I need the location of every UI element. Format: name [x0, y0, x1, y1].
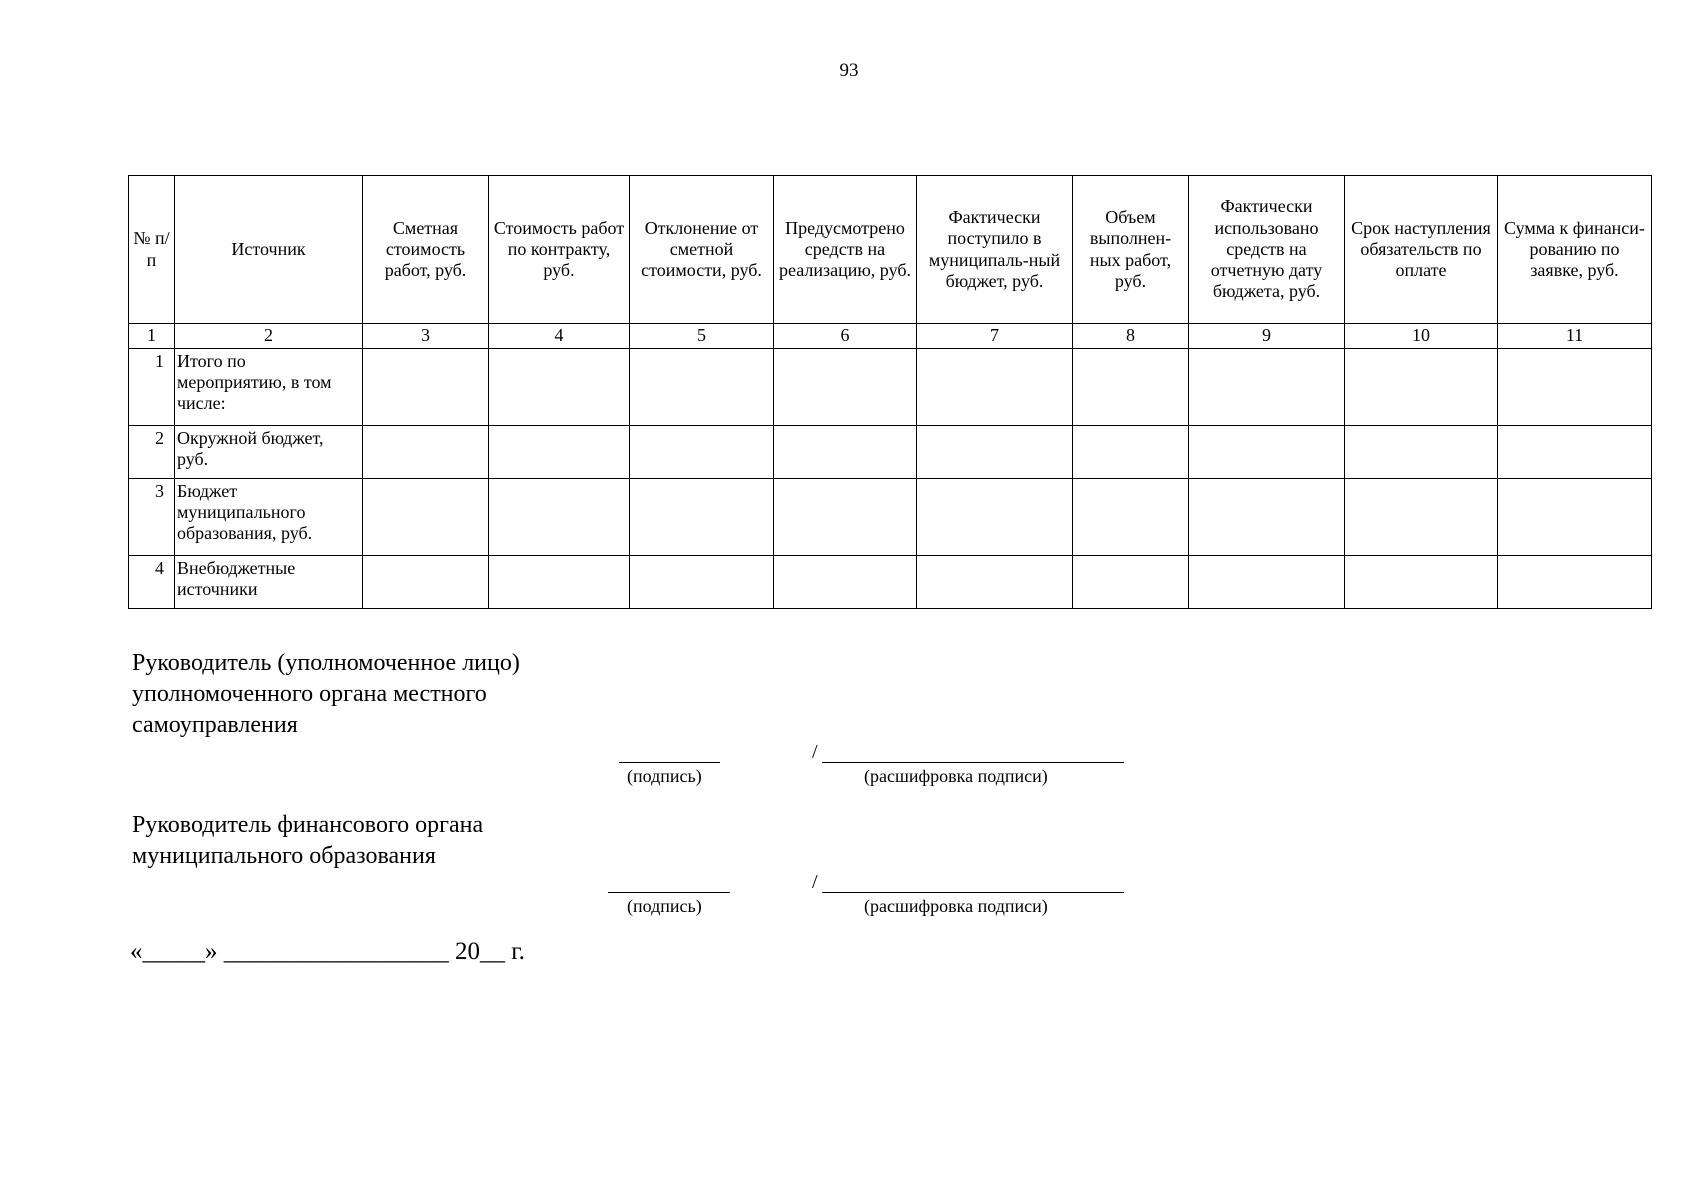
- column-number: 8: [1073, 324, 1189, 349]
- column-number: 2: [175, 324, 363, 349]
- table-row: [129, 556, 1652, 609]
- row-number: 3: [129, 479, 175, 556]
- empty-cell: [1189, 426, 1345, 479]
- empty-cell: [363, 479, 489, 556]
- empty-cell: [1189, 479, 1345, 556]
- column-header: № п/п: [129, 176, 175, 324]
- column-number: 7: [917, 324, 1073, 349]
- financing-report-table: [128, 175, 1652, 609]
- row-number: 4: [129, 556, 175, 609]
- decoding-caption-1: (расшифровка подписи): [864, 766, 1048, 786]
- row-source: Окружной бюджет, руб.: [175, 426, 363, 479]
- empty-cell: [1498, 349, 1652, 426]
- empty-cell: [630, 479, 774, 556]
- column-header: Фактически использовано средств на отчетную дату бюджета, руб.: [1189, 176, 1345, 324]
- empty-cell: [630, 349, 774, 426]
- empty-cell: [489, 479, 630, 556]
- empty-cell: [774, 479, 917, 556]
- empty-cell: [917, 426, 1073, 479]
- column-number: 1: [129, 324, 175, 349]
- date-line: «_____» __________________ 20__ г.: [130, 938, 525, 965]
- column-header: Источник: [175, 176, 363, 324]
- row-source: Итого по мероприятию, в том числе:: [175, 349, 363, 426]
- row-source: Бюджет муниципального образования, руб.: [175, 479, 363, 556]
- column-number: 9: [1189, 324, 1345, 349]
- column-header: Предусмотрено средств на реализацию, руб.: [774, 176, 917, 324]
- empty-cell: [1345, 426, 1498, 479]
- table-row: [129, 426, 1652, 479]
- column-number: 4: [489, 324, 630, 349]
- row-number: 2: [129, 426, 175, 479]
- empty-cell: [917, 556, 1073, 609]
- slash-2: /: [812, 871, 818, 893]
- signature-line-2: [608, 892, 730, 893]
- column-number: 11: [1498, 324, 1652, 349]
- empty-cell: [630, 556, 774, 609]
- decoding-line-2: [822, 892, 1124, 893]
- empty-cell: [1498, 556, 1652, 609]
- empty-cell: [363, 426, 489, 479]
- row-number: 1: [129, 349, 175, 426]
- column-number: 10: [1345, 324, 1498, 349]
- page-number: 93: [839, 60, 859, 81]
- empty-cell: [630, 426, 774, 479]
- empty-cell: [489, 556, 630, 609]
- empty-cell: [1189, 349, 1345, 426]
- empty-cell: [1189, 556, 1345, 609]
- column-header: Стоимость работ по контракту, руб.: [489, 176, 630, 324]
- slash-1: /: [812, 741, 818, 763]
- empty-cell: [1073, 349, 1189, 426]
- empty-cell: [1073, 479, 1189, 556]
- signature-caption-2: (подпись): [627, 896, 702, 916]
- column-number: 5: [630, 324, 774, 349]
- empty-cell: [489, 349, 630, 426]
- empty-cell: [363, 556, 489, 609]
- column-number-row: [129, 324, 1652, 349]
- empty-cell: [1073, 556, 1189, 609]
- signature-line-1: [619, 762, 720, 763]
- empty-cell: [1345, 349, 1498, 426]
- column-header: Сумма к финанси-рованию по заявке, руб.: [1498, 176, 1652, 324]
- empty-cell: [1498, 426, 1652, 479]
- empty-cell: [917, 349, 1073, 426]
- column-header: Объем выполнен-ных работ, руб.: [1073, 176, 1189, 324]
- row-source: Внебюджетные источники: [175, 556, 363, 609]
- column-header: Фактически поступило в муниципаль-ный бюджет, руб.: [917, 176, 1073, 324]
- column-header: Срок наступления обязательств по оплате: [1345, 176, 1498, 324]
- decoding-caption-2: (расшифровка подписи): [864, 896, 1048, 916]
- empty-cell: [1498, 479, 1652, 556]
- table-row: [129, 479, 1652, 556]
- empty-cell: [489, 426, 630, 479]
- empty-cell: [774, 556, 917, 609]
- empty-cell: [917, 479, 1073, 556]
- empty-cell: [774, 426, 917, 479]
- signature-caption-1: (подпись): [627, 766, 702, 786]
- signatory-2-title: Руководитель финансового органа муниципального образования: [132, 812, 484, 869]
- table-row: [129, 349, 1652, 426]
- column-header: Отклонение от сметной стоимости, руб.: [630, 176, 774, 324]
- column-number: 6: [774, 324, 917, 349]
- column-number: 3: [363, 324, 489, 349]
- empty-cell: [774, 349, 917, 426]
- table-header-row: [129, 176, 1652, 324]
- empty-cell: [363, 349, 489, 426]
- signatory-1-title: Руководитель (уполномоченное лицо) уполномоченного органа местного самоуправления: [132, 650, 520, 738]
- column-header: Сметная стоимость работ, руб.: [363, 176, 489, 324]
- decoding-line-1: [822, 762, 1124, 763]
- empty-cell: [1345, 556, 1498, 609]
- empty-cell: [1345, 479, 1498, 556]
- empty-cell: [1073, 426, 1189, 479]
